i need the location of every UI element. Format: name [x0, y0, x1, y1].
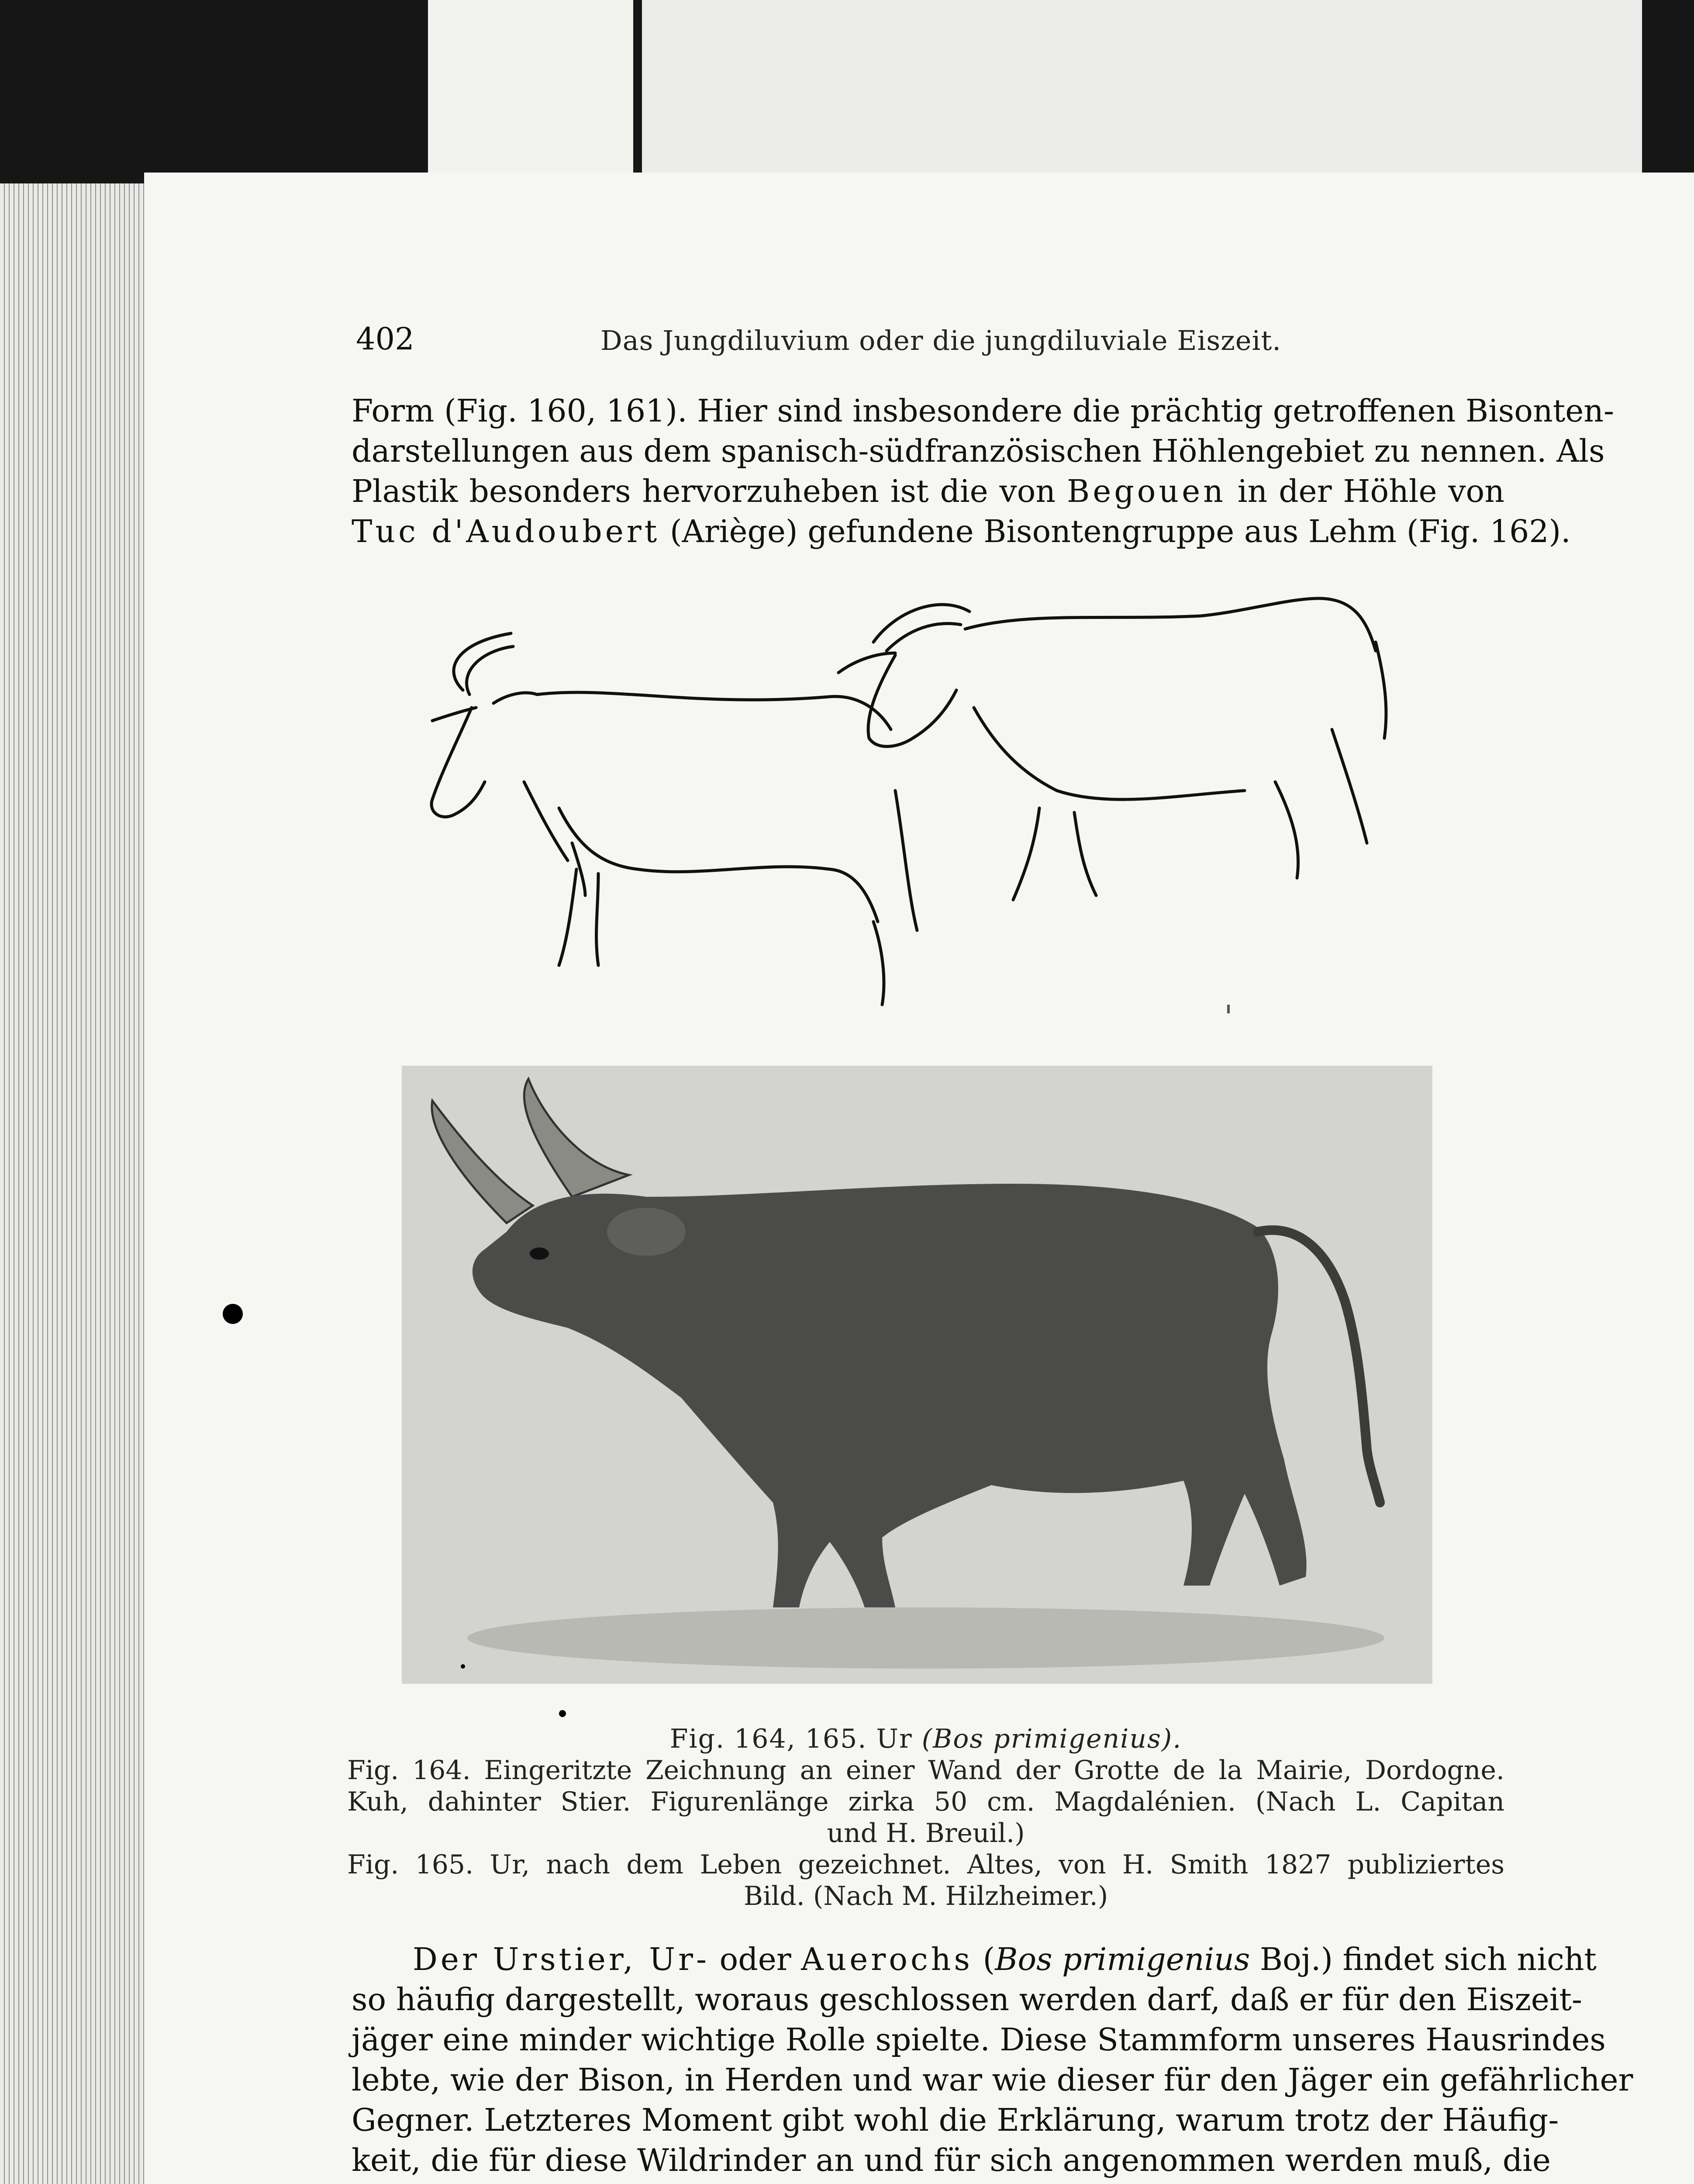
scan-scratch: [1227, 1005, 1230, 1013]
text-line: Plastik besonders hervorzuheben ist die von Begouen in der Höhle von: [352, 473, 1504, 509]
caption-fig165-end: Bild. (Nach M. Hilzheimer.): [743, 1881, 1108, 1911]
caption-fig164: Fig. 164. Eingeritzte Zeichnung an einer Wand der Grotte de la Mairie, Dordogne.: [347, 1755, 1504, 1786]
caption-fig165: Fig. 165. Ur, nach dem Leben gezeichnet. Altes, von H. Smith 1827 publiziertes: [347, 1849, 1504, 1880]
text-line: jäger eine minder wichtige Rolle spielte. Diese Stammform unseres Hausrindes: [352, 2022, 1606, 2058]
cow-legs: [559, 791, 917, 1005]
scan-dot: [559, 1710, 566, 1717]
bottom-paragraph: [352, 1939, 1633, 2181]
book-page-edges: [0, 183, 148, 2184]
text-line: lebte, wie der Bison, in Herden und war wie dieser für den Jäger ein gefährlicher: [352, 2062, 1633, 2098]
bull-belly: [974, 708, 1245, 799]
text-line: so häufig dargestellt, woraus geschlossen werden darf, daß er für den Eiszeit-: [352, 1981, 1583, 2018]
text-line: keit, die für diese Wildrinder an und für sich angenommen werden muß, die: [352, 2142, 1551, 2178]
cow-head: [431, 693, 537, 817]
bull-horn: [838, 605, 969, 673]
page-header: [0, 321, 1694, 360]
scan-dot: [223, 1304, 243, 1324]
scan-dot: [461, 1664, 465, 1669]
background-sheet: [428, 0, 633, 175]
aurochs-illustration: [402, 1066, 1432, 1684]
running-head: Das Jungdiluvium oder die jungdiluviale Eiszeit.: [600, 325, 1281, 356]
bull-tail: [1376, 642, 1386, 738]
caption-fig164: Kuh, dahinter Stier. Figurenlänge zirka 50 cm. Magdalénien. (Nach L. Capitan: [347, 1787, 1504, 1817]
bull-back: [965, 598, 1376, 651]
engraved-cow-bull-drawing: [393, 563, 1463, 1022]
text-line: Form (Fig. 160, 161). Hier sind insbesondere die prächtig getroffenen Bisonten-: [352, 393, 1614, 429]
cow-belly: [559, 808, 878, 922]
aurochs-figure: [402, 1066, 1432, 1684]
text-line: Der Urstier, Ur- oder Auerochs (Bos primigenius Boj.) findet sich nicht: [413, 1941, 1597, 1977]
text-line: darstellungen aus dem spanisch-südfranzösischen Höhlengebiet zu nennen. Als: [352, 433, 1605, 469]
caption-head: Fig. 164, 165. Ur (Bos primigenius).: [669, 1724, 1182, 1754]
bull-head: [868, 655, 956, 746]
text-line: Gegner. Letzteres Moment gibt wohl die Erklärung, warum trotz der Häufig-: [352, 2102, 1559, 2138]
top-paragraph: [352, 391, 1614, 552]
background-sheet: [642, 0, 1642, 175]
cow-back: [537, 692, 891, 729]
caption-fig164-end: und H. Breuil.): [827, 1818, 1025, 1849]
text-line: Tuc d'Audoubert (Ariège) gefundene Bisontengruppe aus Lehm (Fig. 162).: [352, 513, 1571, 549]
aurochs-body: [473, 1184, 1307, 1607]
figure-caption: [347, 1723, 1504, 1912]
page-number: 402: [356, 321, 414, 357]
bull-legs: [1013, 729, 1367, 900]
